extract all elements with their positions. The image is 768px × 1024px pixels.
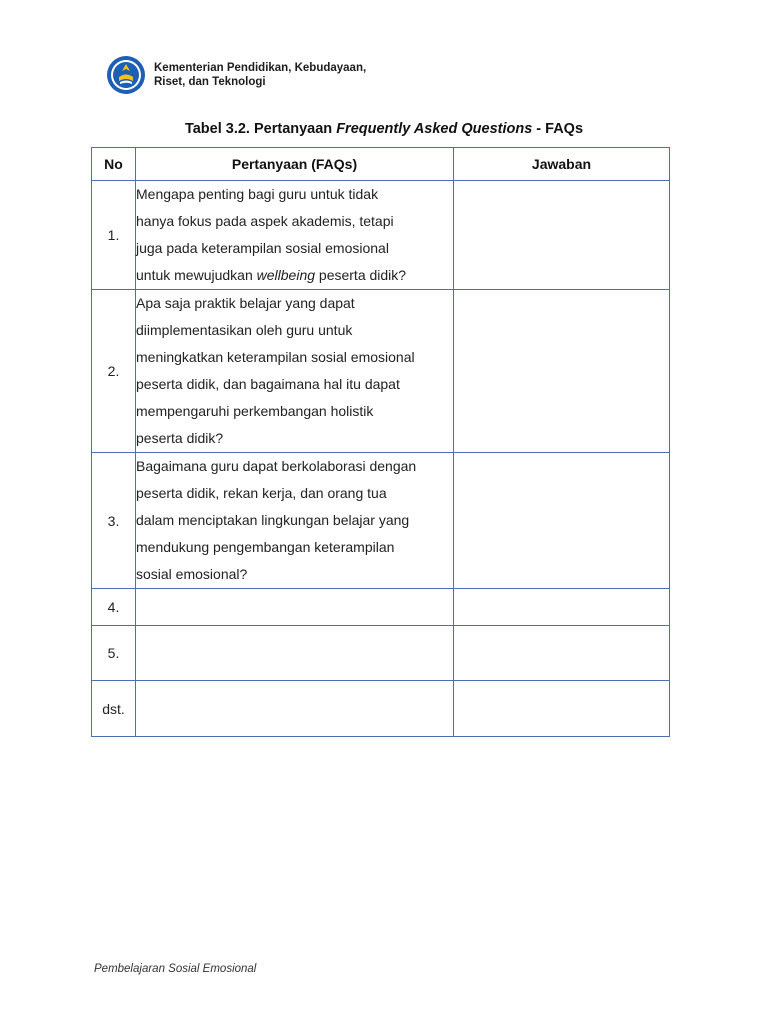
tut-wuri-handayani-logo-icon xyxy=(106,55,146,95)
column-header-question: Pertanyaan (FAQs) xyxy=(136,148,454,181)
question-line: mendukung pengembangan keterampilan xyxy=(136,539,395,555)
table-title-suffix: - FAQs xyxy=(532,121,584,137)
answer-cell[interactable] xyxy=(454,453,670,589)
answer-cell[interactable] xyxy=(454,290,670,453)
answer-cell[interactable] xyxy=(454,681,670,737)
row-number: 3. xyxy=(92,453,136,589)
row-number: 5. xyxy=(92,626,136,681)
page-footer: Pembelajaran Sosial Emosional xyxy=(94,963,257,975)
question-line: juga pada keterampilan sosial emosional xyxy=(136,240,389,256)
question-cell[interactable] xyxy=(136,681,454,737)
answer-cell[interactable] xyxy=(454,589,670,626)
answer-cell[interactable] xyxy=(454,626,670,681)
column-header-answer: Jawaban xyxy=(454,148,670,181)
question-line: peserta didik? xyxy=(136,430,224,446)
question-line: sosial emosional? xyxy=(136,566,248,582)
question-line xyxy=(136,262,453,289)
table-row xyxy=(92,453,670,589)
question-cell xyxy=(136,181,454,290)
question-cell xyxy=(136,290,454,453)
question-line: Bagaimana guru dapat berkolaborasi dengan xyxy=(136,458,417,474)
column-header-no: No xyxy=(92,148,136,181)
question-cell xyxy=(136,453,454,589)
row-number: 4. xyxy=(92,589,136,626)
ministry-name-line-1: Kementerian Pendidikan, Kebudayaan, xyxy=(154,62,367,74)
question-line: dalam menciptakan lingkungan belajar yang xyxy=(136,512,410,528)
question-line: peserta didik, dan bagaimana hal itu dapat xyxy=(136,376,400,392)
question-line: Apa saja praktik belajar yang dapat xyxy=(136,295,355,311)
row-number: 1. xyxy=(92,181,136,290)
question-line: peserta didik, rekan kerja, dan orang tua xyxy=(136,485,387,501)
question-line: Mengapa penting bagi guru untuk tidak xyxy=(136,186,379,202)
question-italic-term: wellbeing xyxy=(256,267,316,283)
faq-table xyxy=(91,147,670,737)
question-line: diimplementasikan oleh guru untuk xyxy=(136,322,353,338)
table-row xyxy=(92,681,670,737)
question-text: peserta didik? xyxy=(315,267,407,283)
question-text: untuk mewujudkan xyxy=(136,267,257,283)
row-number: dst. xyxy=(92,681,136,737)
document-header xyxy=(106,55,366,95)
table-row xyxy=(92,626,670,681)
ministry-name-line-2: Riset, dan Teknologi xyxy=(154,76,266,88)
answer-cell[interactable] xyxy=(454,181,670,290)
table-row xyxy=(92,589,670,626)
table-title-italic: Frequently Asked Questions xyxy=(336,121,533,137)
question-line: meningkatkan keterampilan sosial emosional xyxy=(136,349,415,365)
table-row xyxy=(92,290,670,453)
table-header-row xyxy=(92,148,670,181)
question-line: hanya fokus pada aspek akademis, tetapi xyxy=(136,213,394,229)
question-cell[interactable] xyxy=(136,626,454,681)
table-title xyxy=(0,121,768,137)
question-cell[interactable] xyxy=(136,589,454,626)
question-line: mempengaruhi perkembangan holistik xyxy=(136,403,374,419)
ministry-name xyxy=(154,61,366,89)
table-title-prefix: Tabel 3.2. Pertanyaan xyxy=(184,121,337,137)
row-number: 2. xyxy=(92,290,136,453)
table-row xyxy=(92,181,670,290)
